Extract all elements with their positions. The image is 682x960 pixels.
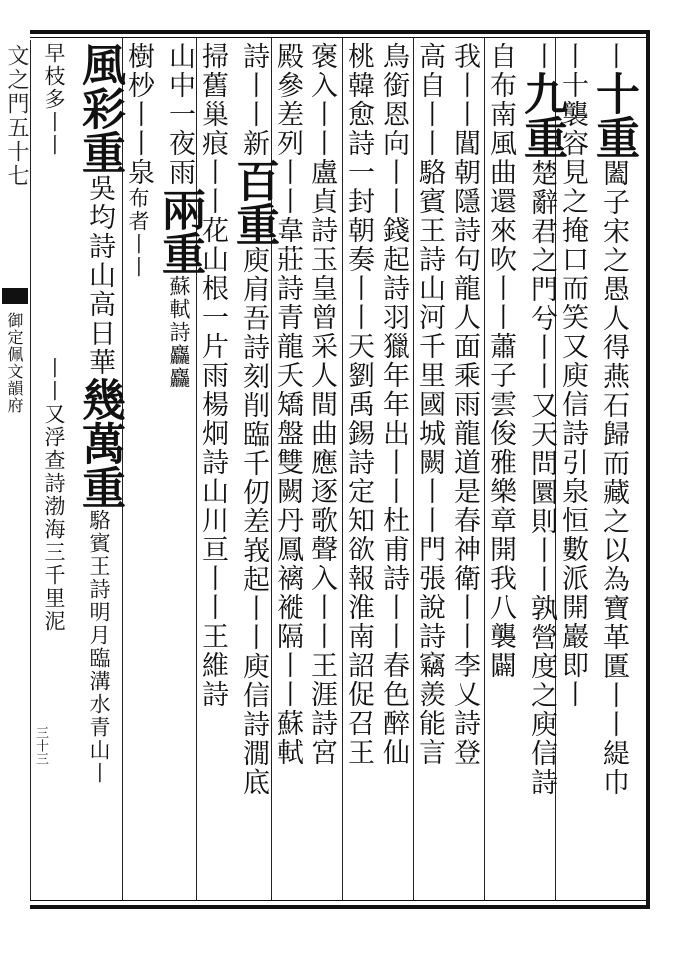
right-border <box>646 30 650 909</box>
column-part: 丨十襲容見之掩口而笑又庾信詩引泉恒數派開巖即丨 <box>557 42 588 709</box>
text-column-11 <box>228 42 279 898</box>
text-column-5 <box>450 42 484 898</box>
entry-heading: 幾萬重 <box>74 377 125 509</box>
text-column-16 <box>44 42 74 898</box>
column-part: 高自丨丨駱賓王詩山河千里國城闕丨丨門張說詩竊羨能言 <box>414 42 445 767</box>
column-part: 樹杪丨丨泉 <box>123 42 154 187</box>
column-part: 丨 <box>598 42 629 71</box>
column-part: 闔子宋之愚人得燕石歸而藏之以為寶革匱丨丨緹巾 <box>598 159 629 797</box>
text-column-14 <box>124 42 158 898</box>
column-part: 詩丨丨新 <box>238 42 269 158</box>
margin-top-text: 文之門五十七 <box>4 44 29 188</box>
text-column-12 <box>198 42 232 898</box>
bottom-border <box>30 905 650 909</box>
text-column-7 <box>379 42 413 898</box>
text-column-3 <box>516 42 567 898</box>
entry-heading: 兩重 <box>154 187 205 275</box>
column-part: 庾肩吾詩刻削臨千仞差峩起丨丨庾信詩㵎底 <box>238 246 269 797</box>
column-part: 掃舊巢痕 <box>197 42 228 158</box>
column-part: 我丨丨閶朝隱詩句龍人面乘雨龍道是春神衛丨丨李乂詩登 <box>449 42 480 767</box>
entry-heading: 風彩重 <box>74 42 125 174</box>
column-part: 吳均詩山高日華 <box>84 174 115 377</box>
column-part: 蘇軾詩麤麤 <box>167 275 191 390</box>
column-part: 山中一夜雨 <box>164 42 195 187</box>
column-part: 早枝多丨丨 <box>42 42 66 157</box>
column-part: 鳥銜恩向丨丨錢起詩羽獵年年出丨丨杜甫詩丨丨春色醉仙 <box>378 42 409 767</box>
column-part: 丨 <box>526 42 557 71</box>
text-column-13 <box>154 42 205 898</box>
column-part: 駱賓王詩明月臨溝水青山丨 <box>87 509 111 785</box>
column-part: 自布南風曲還來吹丨丨蕭子雲俊雅樂章開我八襲闢 <box>485 42 516 680</box>
page-number: 三十三 <box>33 726 48 765</box>
bottom-border-inner <box>30 900 650 901</box>
column-part: 楚辭君之門兮丨丨又天問圜則丨丨孰營度之庾信詩 <box>526 159 557 797</box>
entry-heading: 九重 <box>516 71 567 159</box>
text-column-8 <box>344 42 378 898</box>
text-column-4 <box>486 42 520 898</box>
column-part: 丨丨又浮查詩渤海三千里泥 <box>42 357 66 633</box>
top-border-inner <box>30 37 650 38</box>
column-part: 桃韓愈詩一封朝奏丨丨天劉禹錫詩定知欲報淮南詔促召王 <box>343 42 374 767</box>
text-column-9 <box>307 42 341 898</box>
entry-heading: 百重 <box>228 158 279 246</box>
column-part: 殿參差列丨丨韋莊詩青龍夭矯盤雙闕丹鳳褵褷隔丨丨蘇軾 <box>272 42 303 767</box>
book-title: 御定佩文韻府 <box>5 312 24 414</box>
column-part: 布者丨丨 <box>126 187 150 279</box>
fish-tail-mark <box>2 288 28 304</box>
entry-heading: 十重 <box>588 71 639 159</box>
top-border <box>30 30 650 34</box>
column-part: 丨丨花山根一片雨楊炯詩山川亘丨丨王維詩 <box>197 158 228 709</box>
column-part: 褒入丨丨盧貞詩玉皇曾采人間曲應逐歌聲入丨丨王涯詩宮 <box>306 42 337 767</box>
text-column-15 <box>74 42 125 898</box>
text-column-6 <box>415 42 449 898</box>
text-column-1 <box>588 42 639 898</box>
